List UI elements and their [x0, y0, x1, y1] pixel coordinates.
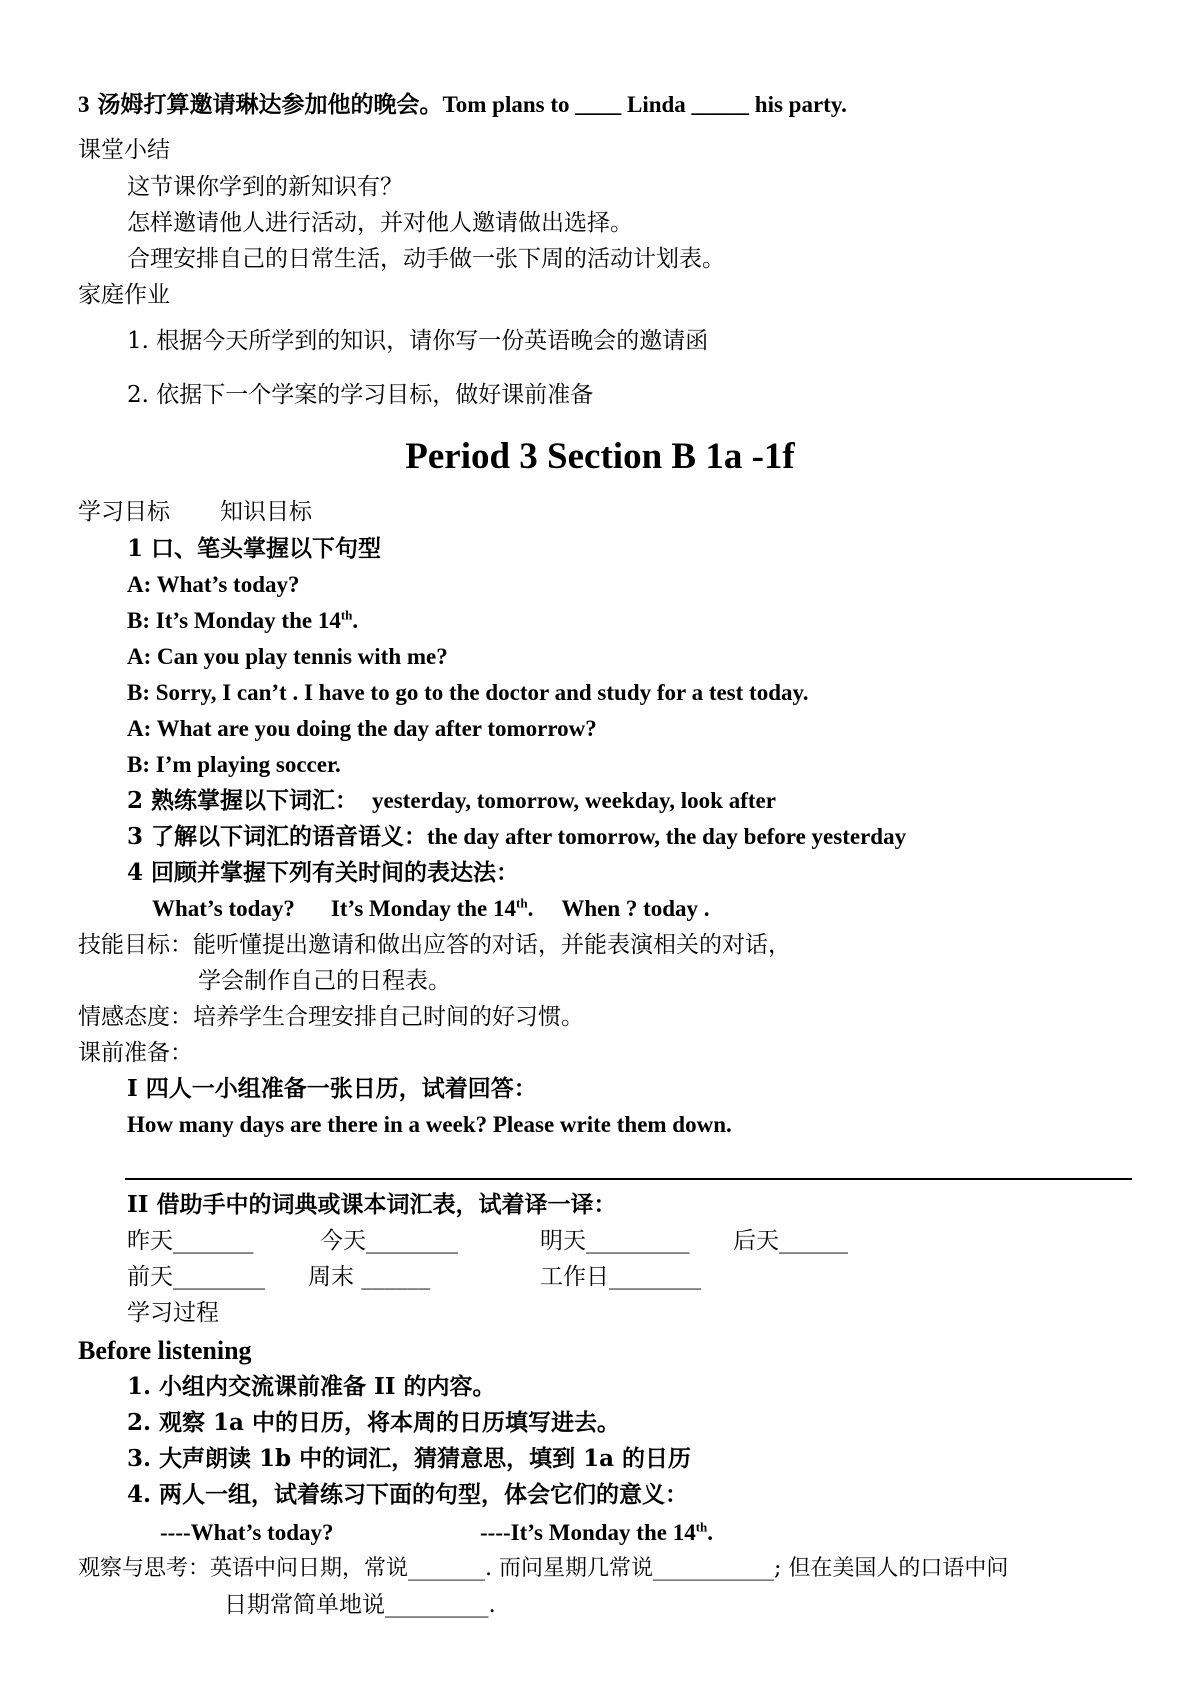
dialog-a3: A: What are you doing the day after tomorrow?: [127, 716, 597, 741]
summary-heading: 课堂小结: [78, 137, 170, 163]
goals-item-3-label: 3 了解以下词汇的语音语义：: [127, 823, 428, 850]
listening-answer-text: ----It’s Monday the 14: [480, 1520, 696, 1545]
goals-item-1: 1 口、笔头掌握以下句型: [127, 535, 382, 562]
skills-line-2: 学会制作自己的日程表。: [198, 968, 451, 994]
homework-item-1: 1. 根据今天所学到的知识，请你写一份英语晚会的邀请函: [127, 328, 709, 354]
listening-answer-end: .: [707, 1520, 714, 1545]
attitude-line: 情感态度：培养学生合理安排自己时间的好习惯。: [78, 1004, 584, 1030]
knowledge-label: 知识目标: [220, 499, 312, 525]
goals-item-2: [127, 786, 776, 816]
word-tomorrow: 明天_________: [540, 1228, 690, 1254]
word-day-after-tomorrow: 后天______: [733, 1228, 848, 1254]
dialog-b3: B: I’m playing soccer.: [127, 752, 341, 777]
top-item-cn: 汤姆打算邀请琳达参加他的晚会。: [97, 91, 443, 118]
dialog-b1: [127, 606, 358, 636]
word-today: 今天________: [320, 1228, 458, 1254]
summary-line-2: 怎样邀请他人进行活动，并对他人邀请做出选择。: [127, 210, 633, 236]
page-title: Period 3 Section B 1a -1f: [405, 436, 795, 477]
goals-item-4: 4 回顾并掌握下列有关时间的表达法：: [127, 859, 520, 886]
observe-line-1: 观察与思考：英语中问日期，常说_______. 而问星期几常说___________; 但在美国人的口语中问: [78, 1556, 1009, 1581]
step-4: 4. 两人一组，试着练习下面的句型，体会它们的意义：: [127, 1481, 689, 1508]
skills-line-1: 技能目标：能听懂提出邀请和做出应答的对话，并能表演相关的对话，: [78, 932, 791, 958]
top-item-number: 3: [78, 92, 90, 117]
listening-dialog-answer: [480, 1518, 713, 1548]
step-2: 2. 观察 1a 中的日历，将本周的日历填写进去。: [127, 1409, 620, 1436]
top-item-en: Tom plans to ____ Linda _____ his party.: [442, 92, 847, 117]
goals-item-4-expressions: [152, 894, 710, 924]
item4-answer-end: .: [527, 896, 534, 921]
summary-line-3: 合理安排自己的日常生活，动手做一张下周的活动计划表。: [127, 246, 725, 272]
top-item-3: [78, 90, 847, 120]
dialog-b1-text: B: It’s Monday the 14: [127, 608, 341, 633]
item4-when: When ? today .: [561, 896, 710, 921]
answer-line: [125, 1178, 1132, 1180]
dialog-a2: A: Can you play tennis with me?: [127, 644, 448, 669]
dialog-b1-end: .: [352, 608, 359, 633]
summary-line-1: 这节课你学到的新知识有？: [127, 174, 403, 200]
step-1: 1. 小组内交流课前准备 II 的内容。: [127, 1373, 496, 1400]
prep-item-2: II 借助手中的词典或课本词汇表，试着译一译：: [127, 1191, 617, 1218]
item4-answer-sup: th: [516, 895, 528, 911]
dialog-b1-sup: th: [340, 607, 353, 623]
goals-item-2-words: yesterday, tomorrow, weekday, look after: [372, 788, 776, 813]
item4-question: What’s today?: [152, 896, 295, 921]
homework-item-2: 2. 依据下一个学案的学习目标，做好课前准备: [127, 382, 594, 408]
listening-dialog-question: ----What’s today?: [160, 1520, 334, 1545]
observe-line-2: 日期常简单地说_________.: [224, 1592, 496, 1618]
before-listening-heading: Before listening: [78, 1336, 252, 1365]
step-3: 3. 大声朗读 1b 中的词汇，猜猜意思，填到 1a 的日历: [127, 1445, 692, 1472]
dialog-a1: A: What’s today?: [127, 572, 300, 597]
word-day-before-yesterday: 前天________: [127, 1264, 265, 1290]
goals-heading: [78, 497, 312, 527]
word-yesterday: 昨天_______: [127, 1228, 254, 1254]
word-weekend: 周末 ______: [308, 1264, 431, 1290]
goals-item-3-words: the day after tomorrow, the day before yesterday: [427, 824, 907, 849]
item4-answer: It’s Monday the 14: [330, 896, 516, 921]
prep-item-1: I 四人一小组准备一张日历，试着回答：: [127, 1075, 537, 1102]
goals-label: 学习目标: [78, 499, 170, 525]
process-label: 学习过程: [127, 1300, 219, 1326]
goals-item-2-label: 2 熟练掌握以下词汇：: [127, 787, 359, 814]
dialog-b2: B: Sorry, I can’t . I have to go to the doctor and study for a test today.: [127, 680, 809, 705]
word-weekday: 工作日________: [540, 1264, 701, 1290]
goals-item-3: [127, 822, 906, 852]
homework-heading: 家庭作业: [78, 282, 170, 308]
prep-heading: 课前准备：: [78, 1040, 193, 1066]
listening-answer-sup: th: [695, 1519, 708, 1535]
prep-item-1-question: How many days are there in a week? Please write them down.: [127, 1112, 732, 1137]
